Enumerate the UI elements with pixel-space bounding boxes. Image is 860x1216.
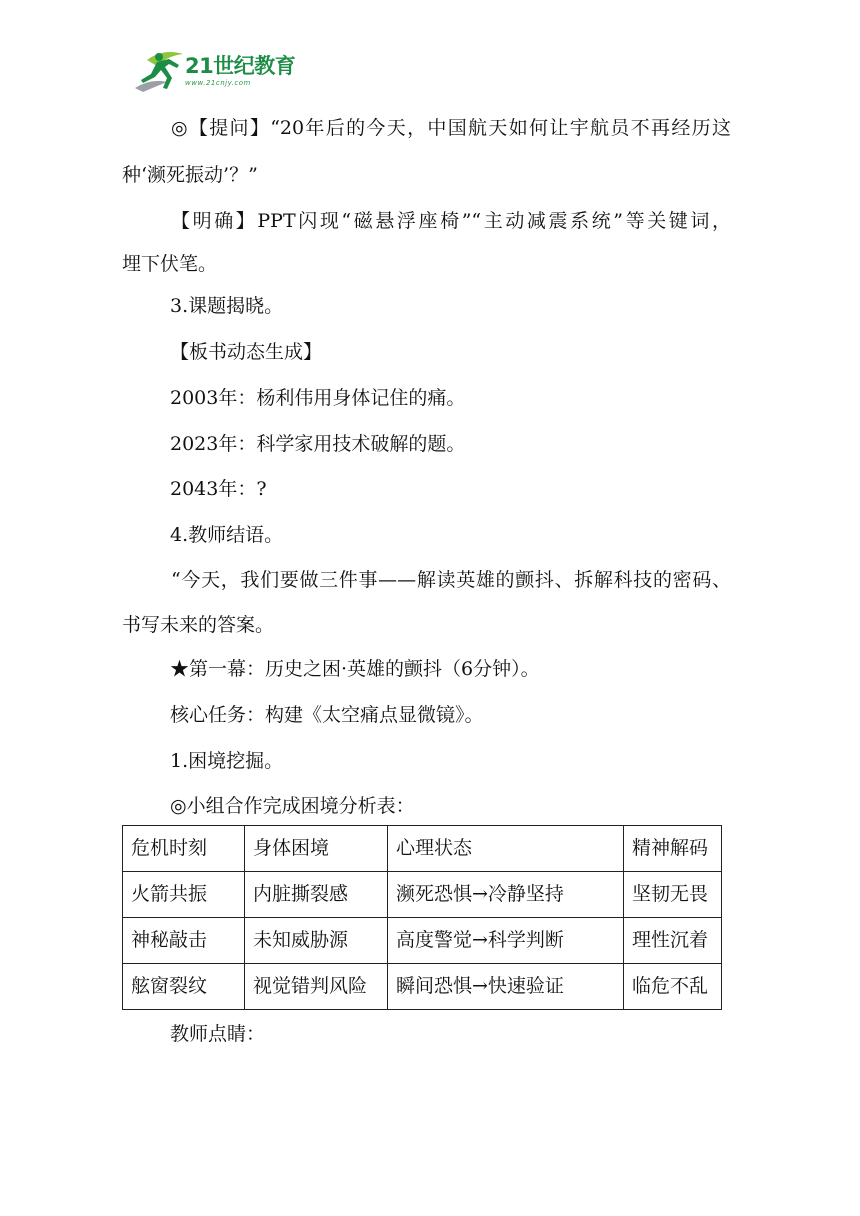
act-one-heading: ★第一幕：历史之困·英雄的颤抖（6分钟）。: [170, 658, 540, 680]
section-topic-reveal: 3.课题揭晓。: [170, 295, 284, 317]
teacher-highlight: 教师点睛：: [170, 1023, 266, 1045]
table-row: [123, 872, 722, 918]
running-figure-icon: [133, 48, 185, 94]
table-cell: 濒死恐惧→冷静坚持: [388, 872, 624, 918]
board-item-2043: 2043年：?: [170, 478, 267, 500]
core-task: 核心任务：构建《太空痛点显微镜》。: [170, 704, 484, 726]
table-row: [123, 964, 722, 1010]
board-heading: 【板书动态生成】: [170, 341, 323, 363]
logo-wordmark: 21世纪教育: [185, 54, 296, 78]
table-header-cell: 身体困境: [245, 826, 388, 872]
question-line-1: ◎【提问】“20年后的今天，中国航天如何让宇航员不再经历这: [171, 117, 731, 139]
table-header-cell: 危机时刻: [123, 826, 245, 872]
table-header-cell: 精神解码: [624, 826, 722, 872]
question-line-2: 种‘濒死振动’？”: [122, 164, 258, 186]
table-cell: 神秘敲击: [123, 918, 245, 964]
group-task-instruction: ◎小组合作完成困境分析表：: [170, 795, 415, 817]
table-cell: 临危不乱: [624, 964, 722, 1010]
site-logo[interactable]: [133, 48, 309, 96]
table-cell: 瞬间恐惧→快速验证: [388, 964, 624, 1010]
table-cell: 高度警觉→科学判断: [388, 918, 624, 964]
table-cell: 舷窗裂纹: [123, 964, 245, 1010]
closing-quote-line-1: “今天，我们要做三件事——解读英雄的颤抖、拆解科技的密码、: [171, 569, 731, 591]
section-dilemma-mining: 1.困境挖掘。: [170, 750, 284, 772]
clarify-line-2: 埋下伏笔。: [122, 253, 218, 275]
logo-url: www.21cnjy.com: [185, 79, 251, 87]
board-item-2003: 2003年：杨利伟用身体记住的痛。: [170, 387, 466, 409]
table-header-cell: 心理状态: [388, 826, 624, 872]
closing-quote-line-2: 书写未来的答案。: [122, 614, 275, 636]
table-cell: 内脏撕裂感: [245, 872, 388, 918]
table-cell: 理性沉着: [624, 918, 722, 964]
table-row: [123, 918, 722, 964]
board-item-2023: 2023年：科学家用技术破解的题。: [170, 433, 466, 455]
dilemma-analysis-table: [122, 825, 722, 1010]
clarify-line-1: 【明确】PPT闪现“磁悬浮座椅”“主动减震系统”等关键词，: [171, 210, 731, 232]
table-cell: 火箭共振: [123, 872, 245, 918]
table-header-row: [123, 826, 722, 872]
table-cell: 坚韧无畏: [624, 872, 722, 918]
section-teacher-closing: 4.教师结语。: [170, 524, 284, 546]
table-cell: 未知威胁源: [245, 918, 388, 964]
table-cell: 视觉错判风险: [245, 964, 388, 1010]
